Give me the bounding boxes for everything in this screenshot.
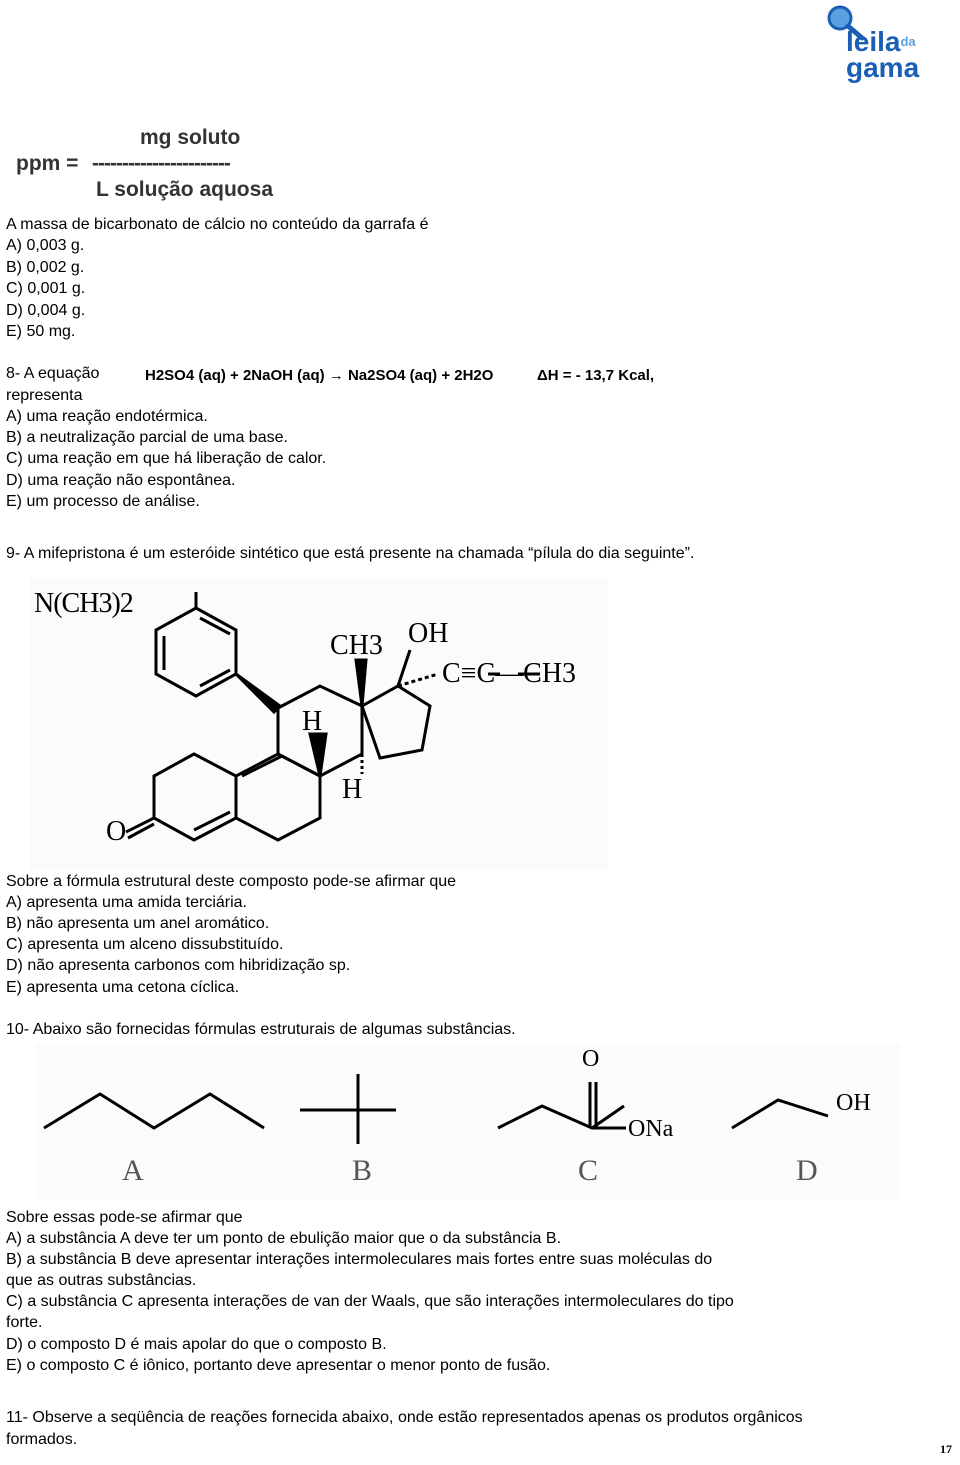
q9-stem: 9- A mifepristona é um esteróide sintético que está presente na chamada “pílula do dia seguinte”. [6, 545, 695, 562]
q11-line1: 11- Observe a seqüência de reações fornecida abaixo, onde estão representados apenas os produtos orgânicos [6, 1409, 803, 1426]
ppm-formula [14, 122, 304, 202]
logo-line2: gama [846, 52, 920, 83]
q10-option-e: E) o composto C é iônico, portanto deve apresentar o menor ponto de fusão. [6, 1357, 551, 1374]
q8-intro: 8- A equação [6, 365, 100, 382]
q7-option-a: A) 0,003 g. [6, 237, 85, 254]
amine-label: N(CH3)2 [34, 588, 133, 619]
logo [822, 2, 934, 82]
q7-option-c: C) 0,001 g. [6, 280, 86, 297]
mifepristone-structure [30, 578, 608, 870]
q8-option-e: E) um processo de análise. [6, 493, 200, 510]
methyl-label: CH3 [330, 630, 383, 661]
q10-option-c-cont: forte. [6, 1314, 43, 1331]
substances-structures [36, 1044, 900, 1200]
hydrogen-label-1: H [302, 706, 323, 737]
q10-option-d: D) o composto D é mais apolar do que o composto B. [6, 1336, 387, 1353]
hydroxyl-label: OH [408, 618, 449, 649]
ppm-numerator: mg soluto [140, 126, 241, 149]
q10-option-b: B) a substância B deve apresentar interações intermoleculares mais fortes entre suas moléculas do [6, 1251, 713, 1268]
ppm-denominator: L solução aquosa [96, 178, 273, 201]
structure-c-label: C [578, 1154, 599, 1187]
logo-line1: leila$^{da}$ [846, 26, 916, 57]
q10-option-b-cont: que as outras substâncias. [6, 1272, 197, 1289]
q8-option-b: B) a neutralização parcial de uma base. [6, 429, 288, 446]
q10-question: Sobre essas pode-se afirmar que [6, 1209, 243, 1226]
q9-option-d: D) não apresenta carbonos com hibridização sp. [6, 957, 351, 974]
q9-question: Sobre a fórmula estrutural deste composto pode-se afirmar que [6, 873, 457, 890]
q8-stem: representa [6, 387, 83, 404]
ppm-lhs: ppm = [16, 152, 79, 175]
alkyne-label: C≡C—CH3 [442, 658, 577, 689]
structure-d-label: D [796, 1154, 818, 1187]
logo-superscript: da [900, 34, 916, 49]
q9-option-a: A) apresenta uma amida terciária. [6, 894, 247, 911]
q8-option-c: C) uma reação em que há liberação de calor. [6, 450, 327, 467]
q10-stem: 10- Abaixo são fornecidas fórmulas estruturais de algumas substâncias. [6, 1021, 516, 1038]
oxo-label: O [106, 816, 127, 847]
c-oxygen-label: O [582, 1046, 600, 1072]
ppm-fraction-bar: ----------------------- [92, 152, 230, 175]
q7-option-e: E) 50 mg. [6, 323, 76, 340]
q9-option-e: E) apresenta uma cetona cíclica. [6, 979, 240, 996]
q9-option-b: B) não apresenta um anel aromático. [6, 915, 270, 932]
page-number: 17 [940, 1442, 952, 1456]
structure-b-label: B [352, 1154, 373, 1187]
q8-equation: H2SO4 (aq) + 2NaOH (aq) → Na2SO4 (aq) + 2H2O [145, 367, 494, 384]
q7-option-d: D) 0,004 g. [6, 302, 86, 319]
q7-option-b: B) 0,002 g. [6, 259, 85, 276]
q11-line2: formados. [6, 1431, 78, 1448]
q10-option-c: C) a substância C apresenta interações de van der Waals, que são interações intermoleculares do tipo [6, 1293, 734, 1310]
structure-a-label: A [122, 1154, 144, 1187]
hydrogen-label-2: H [342, 774, 363, 805]
c-ona-label: ONa [628, 1116, 674, 1142]
q8-option-a: A) uma reação endotérmica. [6, 408, 208, 425]
q9-option-c: C) apresenta um alceno dissubstituído. [6, 936, 284, 953]
q8-option-d: D) uma reação não espontânea. [6, 472, 236, 489]
q8-enthalpy: ΔH = - 13,7 Kcal, [537, 367, 655, 384]
q10-option-a: A) a substância A deve ter um ponto de ebulição maior que o da substância B. [6, 1230, 562, 1247]
d-oh-label: OH [836, 1090, 871, 1116]
q7-stem: A massa de bicarbonato de cálcio no conteúdo da garrafa é [6, 216, 429, 233]
